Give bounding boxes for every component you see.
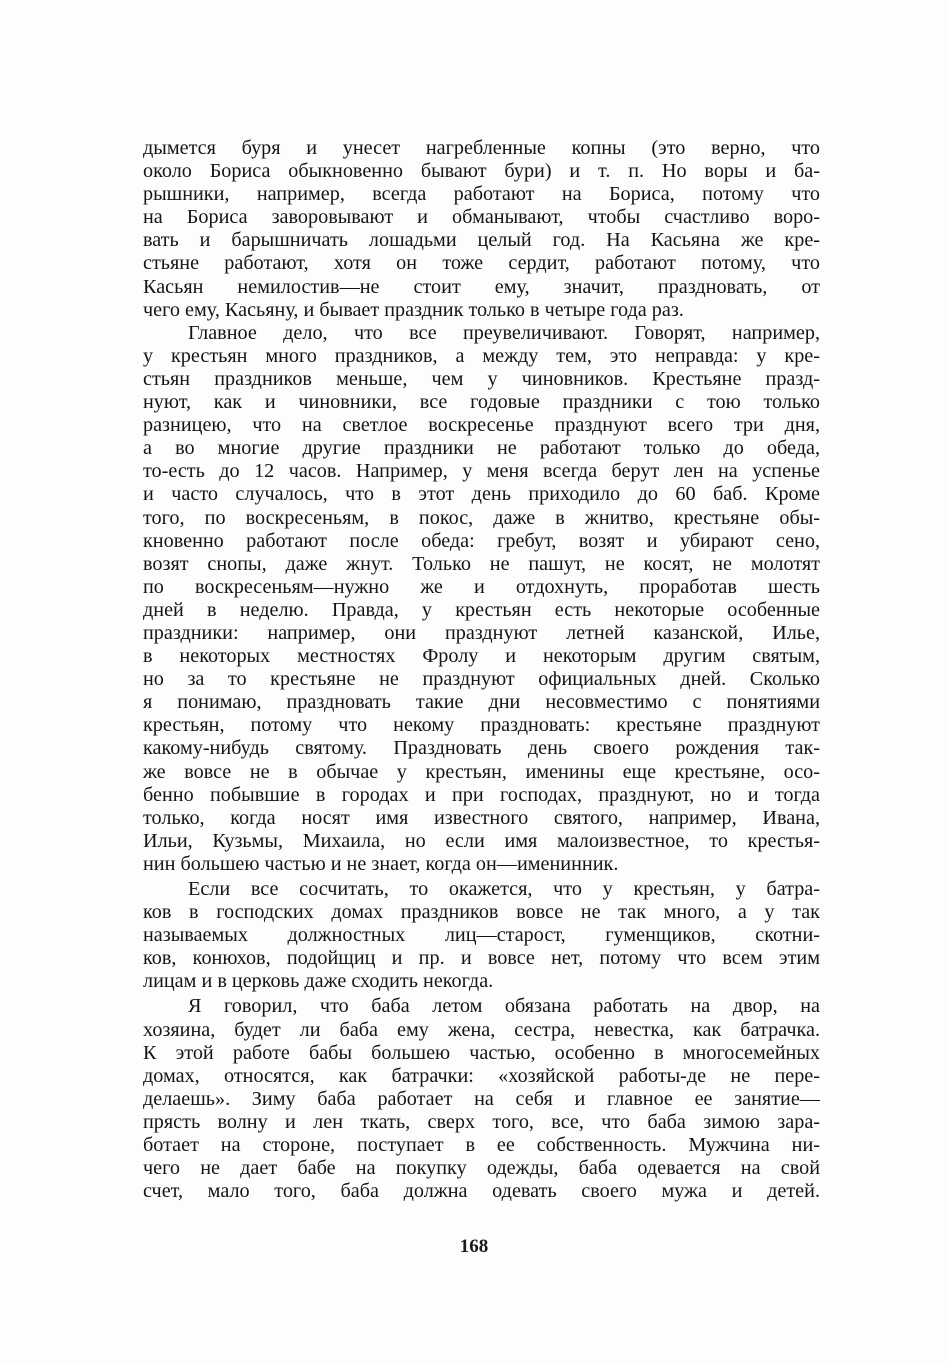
- text-line: нуют, как и чиновники, все годовые праздники с тою только: [143, 391, 820, 414]
- page-number: 168: [459, 1236, 489, 1257]
- text-line: разницею, что на светлое воскресенье празднуют всего три дня,: [143, 414, 820, 437]
- text-line: счет, мало того, баба должна одевать своего мужа и детей.: [143, 1180, 820, 1203]
- text-line: того, по воскресеньям, в покос, даже в жнитво, крестьяне обы-: [143, 506, 820, 529]
- text-line: ботает на стороне, поступает в ее собственность. Мужчина ни-: [143, 1134, 820, 1157]
- text-line: вать и барышничать лошадьми целый год. На Касьяна же кре-: [143, 229, 820, 252]
- text-line: дней в неделю. Правда, у крестьян есть некоторые особенные: [143, 598, 820, 621]
- text-line: делаешь». Зиму баба работает на себя и главное ее занятие—: [143, 1087, 820, 1110]
- text-line: по воскресеньям—нужно же и отдохнуть, проработав шесть: [143, 575, 820, 598]
- text-line: бенно побывшие в городах и при господах, празднуют, но и тогда: [143, 783, 820, 806]
- text-line: у крестьян много праздников, а между тем, это неправда: у кре-: [143, 344, 820, 367]
- text-line: нин большею частью и не знает, когда он—именинник.: [143, 852, 619, 875]
- text-line: крестьян, потому что некому праздновать: крестьяне празднуют: [143, 714, 820, 737]
- text-line: рышники, например, всегда работают на Бориса, потому что: [143, 183, 820, 206]
- body-text: [143, 137, 820, 1203]
- text-line: называемых должностных лиц—старост, гуменщиков, скотни-: [143, 924, 820, 947]
- text-line: дымется буря и унесет нагребленные копны (это верно, что: [143, 137, 820, 159]
- text-line: ков в господских домах праздников вовсе не так много, а у так: [143, 901, 820, 924]
- text-line: хозяина, будет ли баба ему жена, сестра, невестка, как батрачка.: [143, 1018, 820, 1041]
- text-line: Если все сосчитать, то окажется, что у крестьян, у батра-: [188, 878, 820, 900]
- text-line: Главное дело, что все преувеличивают. Говорят, например,: [188, 321, 820, 344]
- text-line: а во многие другие праздники не работают только до обеда,: [143, 437, 820, 460]
- text-line: Касьян немилостив—не стоит ему, значит, праздновать, от: [143, 275, 820, 298]
- text-line: же вовсе не в обычае у крестьян, именины еще крестьяне, осо-: [143, 760, 820, 783]
- text-line: но за то крестьяне не празднуют официальных дней. Сколько: [143, 668, 820, 691]
- text-line: то-есть до 12 часов. Например, у меня всегда берут лен на успенье: [143, 460, 820, 483]
- text-line: и часто случалось, что в этот день приходило до 60 баб. Кроме: [143, 483, 820, 506]
- text-line: какому-нибудь святому. Праздновать день своего рождения так-: [143, 737, 820, 760]
- text-line: домах, относятся, как батрачки: «хозяйской работы-де не пере-: [143, 1064, 820, 1087]
- text-line: только, когда носят имя известного святого, например, Ивана,: [143, 806, 820, 829]
- text-line: возят снопы, даже жнут. Только не пашут, не косят, не молотят: [143, 552, 820, 575]
- text-line: стьяне работают, хотя он тоже сердит, работают потому, что: [143, 252, 820, 275]
- text-line: ков, конюхов, подойщиц и пр. и вовсе нет, потому что всем этим: [143, 947, 820, 970]
- text-line: Я говорил, что баба летом обязана работать на двор, на: [188, 995, 820, 1018]
- text-line: чего ему, Касьяну, и бывает праздник только в четыре года раз.: [143, 298, 684, 321]
- text-line: чего не дает бабе на покупку одежды, баба одевается на свой: [143, 1157, 820, 1180]
- text-line: лицам и в церковь даже сходить некогда.: [143, 970, 494, 993]
- text-line: в некоторых местностях Фролу и некоторым другим святым,: [143, 645, 820, 668]
- text-line: кновенно работают после обеда: гребут, возят и убирают сено,: [143, 529, 820, 552]
- text-line: прясть волну и лен ткать, сверх того, все, что баба зимою зара-: [143, 1110, 820, 1133]
- text-line: я понимаю, праздновать такие дни несовместимо с понятиями: [143, 691, 820, 714]
- text-line: на Бориса заворовывают и обманывают, чтобы счастливо воро-: [143, 206, 820, 229]
- text-line: К этой работе бабы большею частью, особенно в многосемейных: [143, 1041, 820, 1064]
- text-line: Ильи, Кузьмы, Михаила, но если имя малоизвестное, то крестья-: [143, 829, 820, 852]
- text-line: праздники: например, они празднуют летней казанской, Илье,: [143, 621, 820, 644]
- text-line: около Бориса обыкновенно бывают бури) и т. п. Но воры и ба-: [143, 160, 820, 183]
- text-line: стьян праздников меньше, чем у чиновников. Крестьяне празд-: [143, 367, 820, 390]
